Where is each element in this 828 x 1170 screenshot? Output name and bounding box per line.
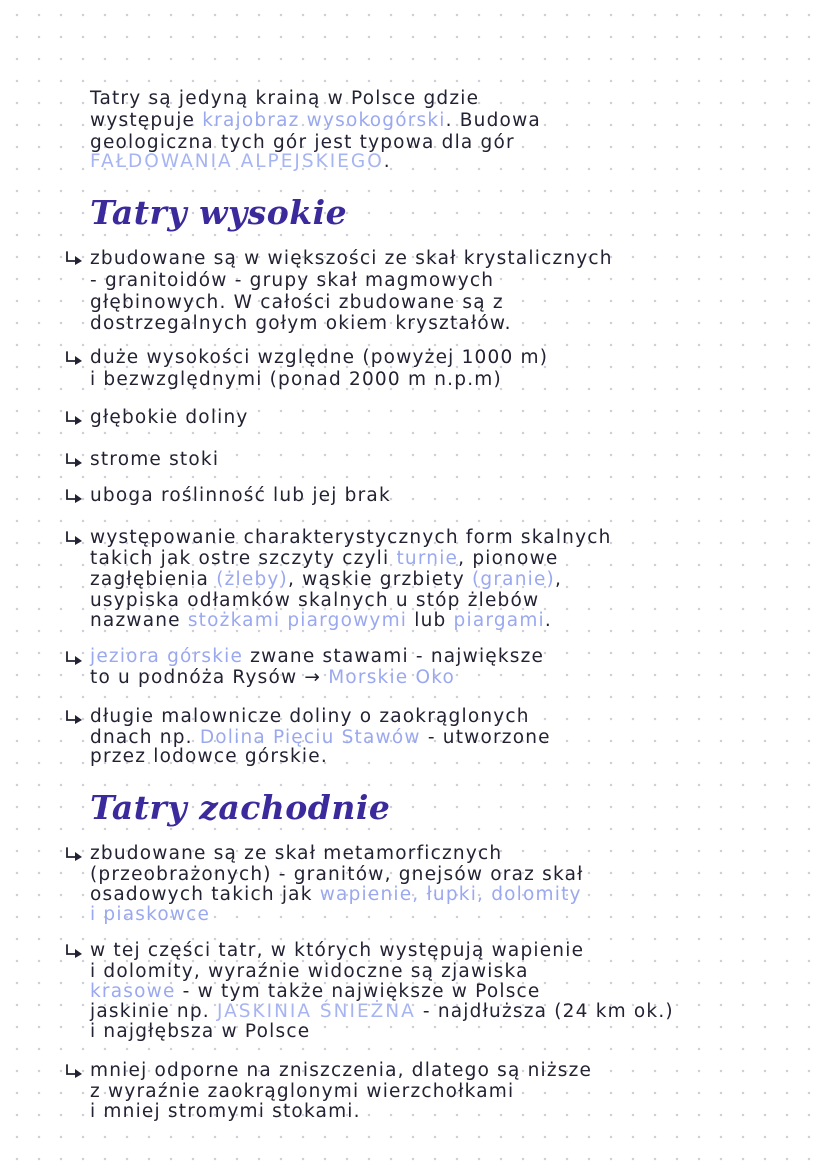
- s2-bullet-2-line-1: w tej części tatr, w których występują wapienie: [90, 940, 585, 961]
- section-heading-tatry-zachodnie: Tatry zachodnie: [90, 788, 391, 827]
- intro-line-1: Tatry są jedyną krainą w Polsce gdzie: [90, 88, 480, 109]
- text: - w tym także największe w Polsce: [182, 981, 541, 1002]
- s2-bullet-2-line-4: [90, 1001, 674, 1023]
- intro-line-4: [90, 151, 391, 173]
- highlight-term: stożkami piargowymi: [187, 610, 408, 631]
- section-heading-tatry-wysokie: Tatry wysokie: [90, 193, 348, 232]
- text: .: [544, 610, 552, 631]
- s2-bullet-3-line-2: z wyraźnie zaokrąglonymi wierzchołkami: [90, 1081, 515, 1102]
- text: . Budowa: [445, 110, 541, 131]
- highlight-term: FAŁDOWANIA ALPEJSKIEGO: [90, 151, 384, 172]
- text: lub: [414, 610, 447, 631]
- text: to u podnóża Rysów: [90, 667, 298, 688]
- intro-line-3: geologiczna tych gór jest typowa dla gór: [90, 132, 515, 153]
- s1-bullet-3: głębokie doliny: [90, 407, 249, 428]
- s2-bullet-1-line-4: [90, 904, 210, 926]
- s2-bullet-2-line-5: i najgłębsza w Polsce: [90, 1021, 311, 1042]
- s1-bullet-6-line-5: [90, 610, 552, 632]
- arrow-right-icon: →: [304, 667, 322, 688]
- bullet-arrow-icon: [64, 709, 84, 725]
- highlight-term: krasowe: [90, 981, 176, 1002]
- s1-bullet-1-line-3: głębinowych. W całości zbudowane są z: [90, 292, 504, 313]
- bullet-arrow-icon: [64, 650, 84, 666]
- s2-bullet-1-line-2: (przeobrażonych) - granitów, gnejsów oraz skał: [90, 864, 584, 885]
- text: występuje: [90, 110, 196, 131]
- s1-bullet-6-line-4: usypiska odłamków skalnych u stóp żlebów: [90, 590, 540, 611]
- highlight-term: (granie): [471, 569, 555, 590]
- highlight-term: jeziora górskie: [90, 646, 244, 667]
- text: nazwane: [90, 610, 181, 631]
- highlight-term: krajobraz wysokogórski: [202, 110, 446, 131]
- s2-bullet-1-line-1: zbudowane są ze skał metamorficznych: [90, 843, 503, 864]
- text: - najdłuższa (24 km ok.): [422, 1001, 674, 1022]
- s2-bullet-2-line-2: i dolomity, wyraźnie widoczne są zjawiska: [90, 961, 529, 982]
- s1-bullet-6-line-1: występowanie charakterystycznych form skalnych: [90, 527, 612, 548]
- s2-bullet-2-line-3: [90, 981, 541, 1003]
- s1-bullet-1-line-1: zbudowane są w większości ze skał krystalicznych: [90, 248, 613, 269]
- s1-bullet-2-line-2: i bezwzględnymi (ponad 2000 m n.p.m): [90, 369, 502, 390]
- highlight-term: wapienie, łupki, dolomity: [319, 884, 582, 905]
- bullet-arrow-icon: [64, 410, 84, 426]
- text: , pionowe: [458, 548, 559, 569]
- bullet-arrow-icon: [64, 350, 84, 366]
- highlight-term: Dolina Pięciu Stawów: [199, 727, 421, 748]
- text: ,: [554, 569, 563, 590]
- s2-bullet-3-line-1: mniej odporne na zniszczenia, dlatego są niższe: [90, 1060, 593, 1081]
- s1-bullet-8-line-1: długie malownicze doliny o zaokrąglonych: [90, 706, 530, 727]
- bullet-arrow-icon: [64, 452, 84, 468]
- bullet-arrow-icon: [64, 846, 84, 862]
- bullet-arrow-icon: [64, 250, 84, 266]
- s1-bullet-5: uboga roślinność lub jej brak: [90, 485, 391, 506]
- s1-bullet-1-line-4: dostrzegalnych gołym okiem kryształów.: [90, 313, 512, 334]
- s1-bullet-7-line-2: [90, 667, 455, 689]
- text: dnach np.: [90, 727, 193, 748]
- intro-line-2: [90, 110, 541, 132]
- text: .: [383, 151, 391, 172]
- s1-bullet-7-line-1: [90, 646, 544, 668]
- s1-bullet-1-line-2: - granitoidów - grupy skał magmowych: [90, 270, 495, 291]
- highlight-term: JASKINIA ŚNIEŻNA: [216, 1001, 416, 1022]
- text: zagłębienia: [90, 569, 210, 590]
- s1-bullet-4: strome stoki: [90, 449, 220, 470]
- bullet-arrow-icon: [64, 1063, 84, 1079]
- s1-bullet-2-line-1: duże wysokości względne (powyżej 1000 m): [90, 347, 549, 368]
- s1-bullet-6-line-3: [90, 569, 562, 591]
- highlight-term: i piaskowce: [90, 904, 211, 925]
- s2-bullet-1-line-3: [90, 884, 582, 906]
- s1-bullet-6-line-2: [90, 548, 558, 570]
- highlight-term: turnie: [396, 548, 459, 569]
- s2-bullet-3-line-3: i mniej stromymi stokami.: [90, 1101, 361, 1122]
- s1-bullet-8-line-3: przez lodowce górskie.: [90, 746, 328, 767]
- text: zwane stawami - największe: [250, 646, 545, 667]
- text: - utworzone: [427, 727, 551, 748]
- bullet-arrow-icon: [64, 530, 84, 546]
- bullet-arrow-icon: [64, 488, 84, 504]
- text: osadowych takich jak: [90, 884, 313, 905]
- highlight-term: (żleby): [216, 569, 288, 590]
- text: takich jak ostre szczyty czyli: [90, 548, 390, 569]
- highlight-term: piargami: [453, 610, 545, 631]
- text: , wąskie grzbiety: [287, 569, 465, 590]
- text: jaskinie np.: [90, 1001, 210, 1022]
- bullet-arrow-icon: [64, 943, 84, 959]
- highlight-term: Morskie Oko: [328, 667, 455, 688]
